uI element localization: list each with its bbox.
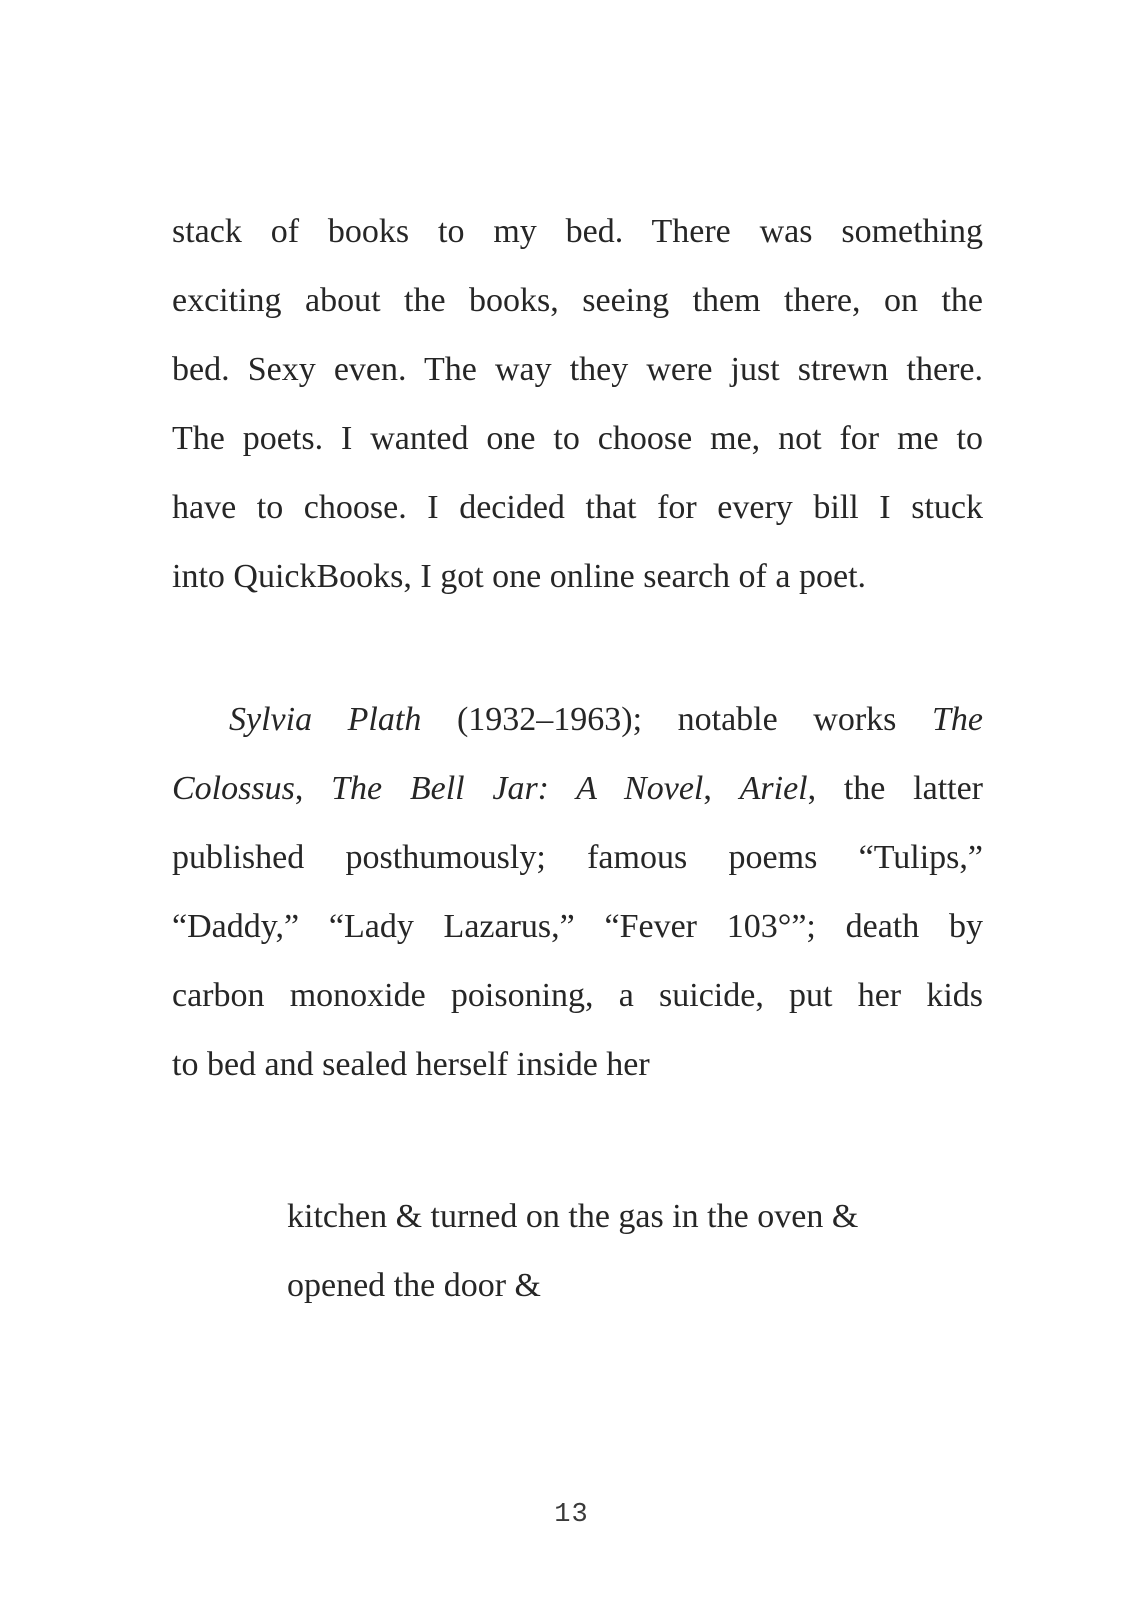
paragraph-sylvia-plath (172, 685, 983, 1099)
text-line (172, 685, 983, 754)
work-title: Ariel (739, 770, 808, 807)
text-line: exciting about the books, seeing them there, on the (172, 282, 983, 319)
page-number: 13 (554, 1500, 589, 1530)
work-title: The Bell Jar: A Novel (331, 770, 704, 807)
text-fragment: , (294, 770, 332, 807)
text-fragment: (1932–1963); notable works (421, 701, 932, 738)
text-line: stack of books to my bed. There was something (172, 213, 983, 250)
poet-name: Sylvia Plath (229, 701, 422, 738)
text-line: “Daddy,” “Lady Lazarus,” “Fever 103°”; death by (172, 908, 983, 945)
text-line: have to choose. I decided that for every bill I stuck (172, 489, 983, 526)
text-line: to bed and sealed herself inside her (172, 1046, 650, 1083)
work-title: Colossus (172, 770, 295, 807)
text-line: published posthumously; famous poems “Tulips,” (172, 839, 983, 876)
indented-verse (287, 1182, 947, 1320)
work-title: The (932, 701, 983, 738)
paragraph-books (172, 197, 983, 611)
text-line: carbon monoxide poisoning, a suicide, put her kids (172, 977, 983, 1014)
text-fragment: , (703, 770, 740, 807)
text-line: into QuickBooks, I got one online search of a poet. (172, 558, 867, 595)
text-line (172, 754, 983, 823)
text-line: bed. Sexy even. The way they were just strewn there. (172, 351, 983, 388)
text-fragment: , the latter (807, 770, 984, 807)
verse-line: opened the door & (287, 1267, 541, 1304)
verse-line: kitchen & turned on the gas in the oven & (287, 1198, 859, 1235)
text-line: The poets. I wanted one to choose me, not for me to (172, 420, 983, 457)
